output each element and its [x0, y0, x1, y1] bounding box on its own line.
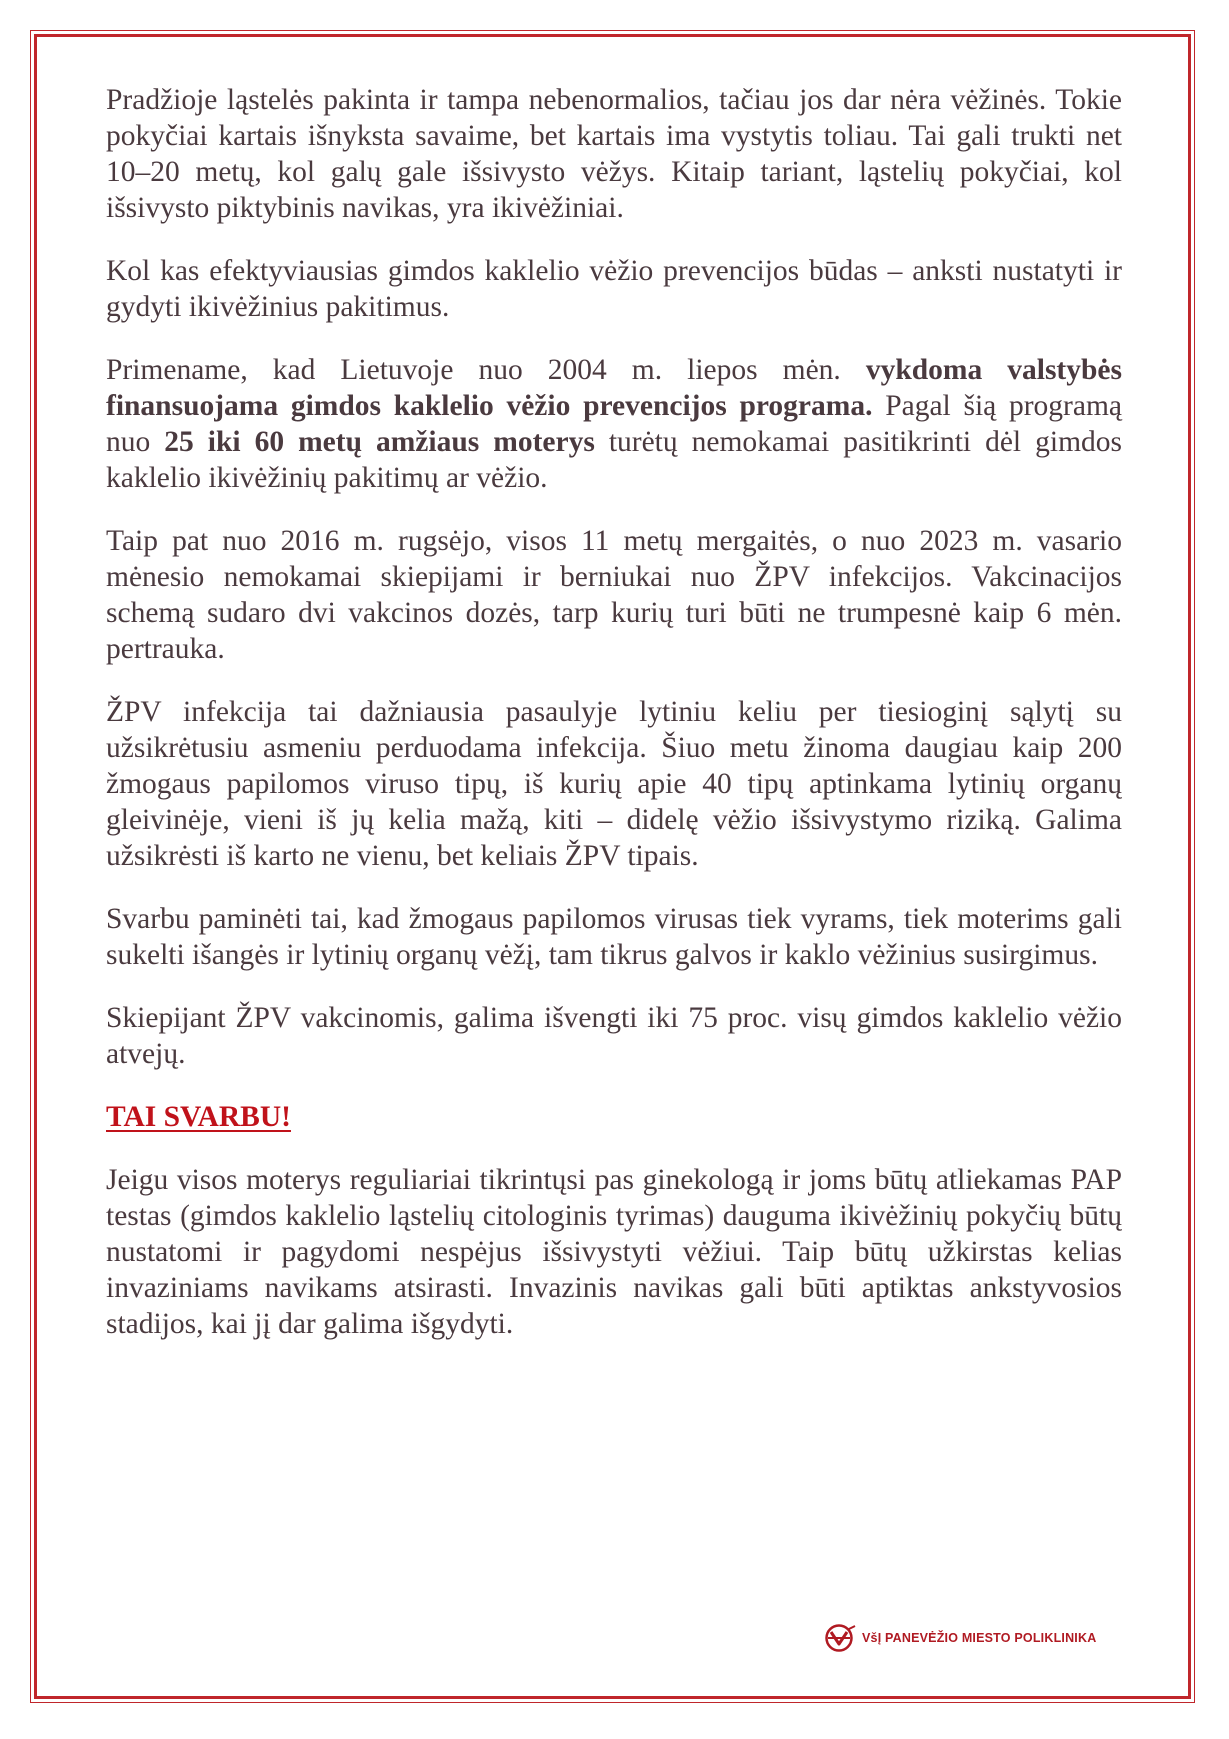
document-body	[106, 82, 1122, 1342]
program-text-1: Primename, kad Lietuvoje nuo 2004 m. liepos mėn.	[106, 354, 866, 386]
paragraph-vaccine-effect: Skiepijant ŽPV vakcinomis, galima išvengti iki 75 proc. visų gimdos kaklelio vėžio atvejų.	[106, 1002, 1122, 1070]
important-heading: TAI SVARBU!	[106, 1101, 291, 1133]
paragraph-pap-test: Jeigu visos moterys reguliariai tikrintųsi pas ginekologą ir joms būtų atliekamas PAP testas (gimdos kaklelio ląstelių citologinis tyrimas) dauguma ikivėžinių pokyčių būtų nustatomi ir pagydomi nespėjus išsivystyti vėžiui. Taip būtų užkirstas kelias invaziniams navikams atsirasti. Invazinis navikas gali būti aptiktas ankstyvosios stadijos, kai jį dar galima išgydyti.	[106, 1164, 1122, 1340]
paragraph-hpv-infection: ŽPV infekcija tai dažniausia pasaulyje lytiniu keliu per tiesioginį sąlytį su užsikrėtusiu asmeniu perduodama infekcija. Šiuo metu žinoma daugiau kaip 200 žmogaus papilomos viruso tipų, iš kurių apie 40 tipų aptinkama lytinių organų gleivinėje, vieni iš jų kelia mažą, kiti – didelę vėžio išsivystymo riziką. Galima užsikrėsti iš karto ne vienu, bet keliais ŽPV tipais.	[106, 696, 1122, 872]
paragraph-precancer-changes: Pradžioje ląstelės pakinta ir tampa nebenormalios, tačiau jos dar nėra vėžinės. Tokie pokyčiai kartais išnyksta savaime, bet kartais ima vystytis toliau. Tai gali trukti net 10–20 metų, kol galų gale išsivysto vėžys. Kitaip tariant, ląstelių pokyčiai, kol išsivysto piktybinis navikas, yra ikivėžiniai.	[106, 84, 1122, 224]
paragraph-hpv-risks: Svarbu paminėti tai, kad žmogaus papilomos virusas tiek vyrams, tiek moterims gali sukelti išangės ir lytinių organų vėžį, tam tikrus galvos ir kaklo vėžinius susirgimus.	[106, 903, 1122, 971]
program-age-bold: 25 iki 60 metų amžiaus moterys	[164, 426, 595, 458]
paragraph-prevention-method: Kol kas efektyviausias gimdos kaklelio vėžio prevencijos būdas – anksti nustatyti ir gydyti ikivėžinius pakitimus.	[106, 255, 1122, 323]
program-text-2: Pagal šią programą nuo	[106, 390, 1122, 458]
clinic-logo	[824, 1623, 1096, 1653]
program-name-bold: vykdoma valstybės finansuojama gimdos kaklelio vėžio prevencijos programa.	[106, 354, 1122, 422]
clinic-logo-text: VšĮ PANEVĖŽIO MIESTO POLIKLINIKA	[862, 1631, 1097, 1645]
clinic-logo-icon	[824, 1623, 856, 1653]
paragraph-vaccination: Taip pat nuo 2016 m. rugsėjo, visos 11 metų mergaitės, o nuo 2023 m. vasario mėnesio nemokamai skiepijami ir berniukai nuo ŽPV infekcijos. Vakcinacijos schemą sudaro dvi vakcinos dozės, tarp kurių turi būti ne trumpesnė kaip 6 mėn. pertrauka.	[106, 525, 1122, 665]
paragraph-program-info	[106, 352, 1122, 496]
program-text-3: turėtų nemokamai pasitikrinti dėl gimdos kaklelio ikivėžinių pakitimų ar vėžio.	[106, 426, 1123, 494]
